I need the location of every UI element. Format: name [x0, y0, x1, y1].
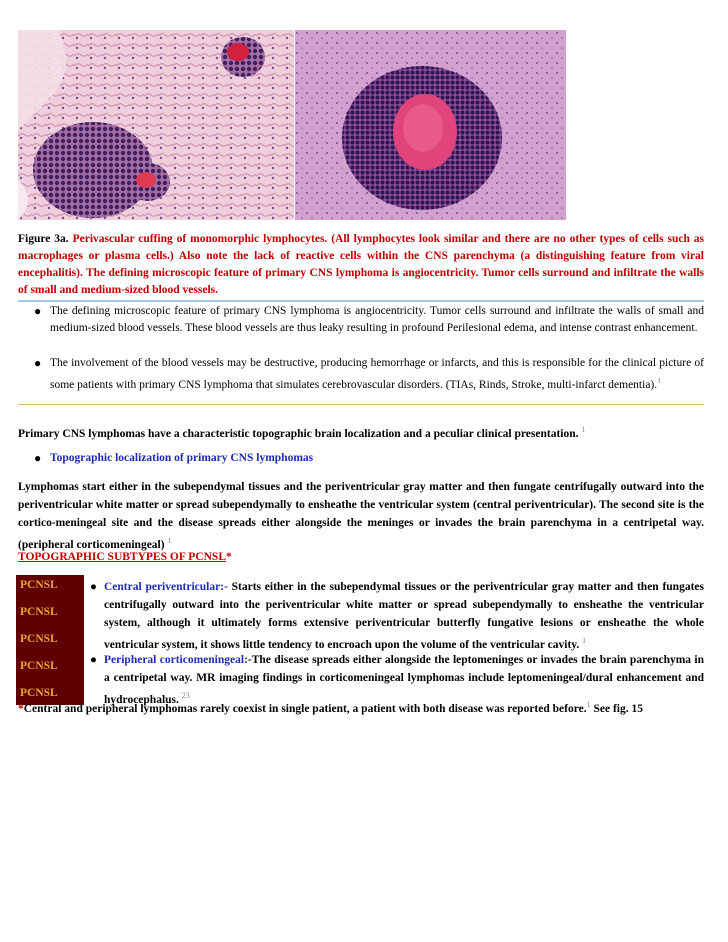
topographic-bullet: [28, 450, 704, 467]
description-text: Lymphomas start either in the subependymal tissues and the periventricular gray matter and then fungate centrifugally outward into the periventricular white matter or spread subependymally to ensheathe the ventricular system (central periventricular). The second site is the cortico-meningeal site and the disease spreads either alongside the meninges or invades the brain parenchyma in a centripetal way. (peripheral corticomeningeal): [18, 481, 704, 551]
bullet-list: [28, 303, 704, 337]
intro-text: Primary CNS lymphomas have a characteristic topographic brain localization and a peculiar clinical presentation.: [18, 427, 579, 440]
reference-marker: 1: [586, 700, 591, 709]
pcnsl-label: PCNSL: [20, 687, 58, 699]
intro-paragraph: [18, 421, 704, 443]
footnote: [18, 696, 718, 718]
bullet-text: The involvement of the blood vessels may be destructive, producing hemorrhage or infarcts, and this is responsible for the clinical picture of some patients with primary CNS lymphoma that simulates cerebrovascular disorders. (TIAs, Rinds, Stroke, multi-infarct dementia).: [50, 357, 704, 391]
reference-marker: 1: [657, 376, 662, 385]
figure-caption-text: Perivascular cuffing of monomorphic lymphocytes. (All lymphocytes look similar and there are no other types of cells such as macrophages or plasma cells.) Also note the lack of reactive cells within the CNS parenchyma (a distinguishing feature from viral encephalitis). The defining microscopic feature of primary CNS lymphoma is angiocentricity. Tumor cells surround and infiltrate the walls of small and medium-sized blood vessels.: [18, 233, 704, 296]
list-item: [28, 450, 704, 467]
footnote-text: Central and peripheral lymphomas rarely coexist in single patient, a patient with both disease was reported before.: [23, 702, 587, 715]
subtype-list: [88, 578, 704, 654]
bullet-icon: ●: [34, 451, 42, 465]
pcnsl-label: PCNSL: [20, 606, 58, 618]
bullet-icon: ●: [90, 654, 97, 666]
reference-marker: 1: [581, 425, 586, 434]
topographic-heading: Topographic localization of primary CNS lymphomas: [50, 452, 314, 464]
pcnsl-label-column: [16, 575, 84, 705]
figure-caption: [18, 231, 704, 299]
list-item: [88, 578, 704, 654]
pcnsl-label: PCNSL: [20, 633, 58, 645]
subtype-text: Starts either in the subependymal tissues or the periventricular gray matter and then fungates centrifugally outward into the periventricular white matter or spread subependymally to ensheathe the ventricular system, although it ultimately forms extensive periventricular butterfly fungative lesions or ensheathe the whole ventricular system, it shows little tendency to encroach upon the volume of the ventricular cavity.: [104, 581, 704, 651]
reference-marker: 1: [167, 536, 172, 545]
divider-blue: [18, 300, 704, 302]
bullet-text: The defining microscopic feature of primary CNS lymphoma is angiocentricity. Tumor cells surround and infiltrate the walls of small and medium-sized blood vessels. These blood vessels are thus leaky resulting in profound Perilesional edema, and intense contrast enhancement.: [50, 305, 704, 334]
bullet-list: [28, 355, 704, 394]
bullet-icon: ●: [34, 304, 42, 318]
asterisk: *: [18, 702, 24, 715]
micrograph-perivascular-cuffing-right: [295, 30, 566, 220]
asterisk: *: [226, 551, 232, 563]
subtype-name: Central periventricular:-: [104, 581, 228, 593]
reference-marker: 23: [181, 691, 190, 700]
list-item: [28, 355, 704, 394]
footnote-tail: See fig. 15: [590, 702, 643, 715]
subtypes-heading: [18, 551, 232, 563]
bullet-icon: ●: [90, 581, 97, 593]
reference-marker: 1: [582, 636, 587, 645]
bullet-icon: ●: [34, 356, 42, 370]
divider-orange: [18, 404, 704, 405]
pcnsl-label: PCNSL: [20, 579, 58, 591]
subtypes-heading-text: TOPOGRAPHIC SUBTYPES OF PCNSL: [18, 551, 226, 563]
description-paragraph: [18, 478, 704, 554]
subtype-name: Peripheral corticomeningeal:: [104, 654, 248, 666]
list-item: [28, 303, 704, 337]
pcnsl-label: PCNSL: [20, 660, 58, 672]
figure-images: [18, 30, 566, 220]
figure-label: Figure 3a.: [18, 233, 69, 245]
subtype-text: -The disease spreads either alongside the leptomeninges or invades the brain parenchyma in a centripetal way. MR imaging findings in corticomeningeal lymphomas include leptomeningeal/dural enhancement and hydrocephalus.: [104, 654, 705, 706]
micrograph-perivascular-cuffing-left: [18, 30, 294, 220]
